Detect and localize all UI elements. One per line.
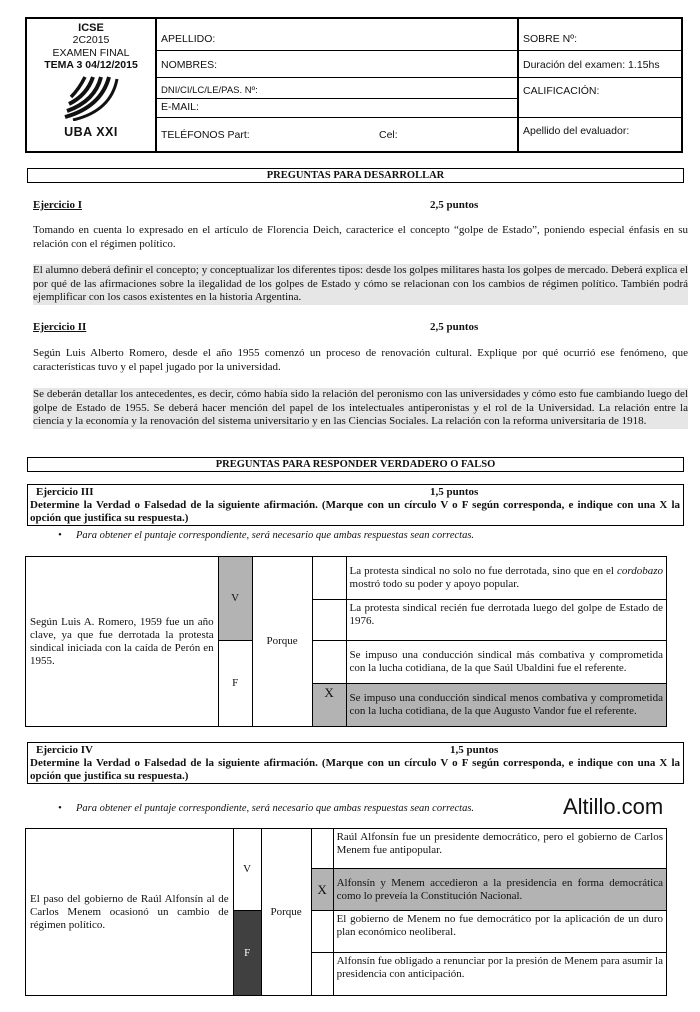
exercise-3-option-1-text-c: mostró todo su poder y apoyo popular.: [349, 578, 520, 590]
exercise-1-answer: El alumno deberá definir el concepto; y conceptualizar los diferentes tipos: desde los golpes militares hasta los golpes de mercado. Deberá explica el por qué de las afirmaciones sobre la ilegalidad de los golpes de Estado y cómo se relacionan con los cambios de régimen político. También podrá ejemplificar con los casos existentes en la historia Argentina.: [33, 264, 688, 303]
exercise-2-title: Ejercicio II: [33, 321, 87, 333]
exercise-4-option-2[interactable]: Alfonsín y Menem accedieron a la presidencia en forma democrática como lo preveía la Constitución Nacional.: [333, 869, 666, 911]
exercise-1-points: 2,5 puntos: [430, 199, 479, 211]
cel-field[interactable]: Cel:: [379, 129, 398, 141]
exercise-4-option-1[interactable]: Raúl Alfonsín fue un presidente democrático, pero el gobierno de Carlos Menem fue antipopular.: [333, 829, 666, 869]
exam-header: [25, 17, 683, 153]
logo-exam: EXAMEN FINAL: [52, 47, 130, 59]
exercise-1-title: Ejercicio I: [33, 199, 82, 211]
exercise-3-true-cell[interactable]: [218, 557, 252, 641]
exercise-4-false-label: F: [244, 946, 251, 959]
exercise-3-note: Para obtener el puntaje correspondiente, será necesario que ambas respuestas sean correctas.: [76, 530, 475, 541]
exercise-4-header: [27, 742, 684, 784]
exercise-4-bullet: •: [58, 803, 62, 814]
telefonos-field[interactable]: TELÉFONOS Part:: [161, 129, 250, 141]
exercise-4-false-cell[interactable]: [233, 911, 261, 996]
logo-box: [27, 19, 157, 151]
nombres-field[interactable]: NOMBRES:: [161, 59, 218, 71]
exercise-4-mark-cell-4[interactable]: [311, 953, 333, 996]
exercise-3-mark-cell-1[interactable]: [312, 557, 346, 600]
student-fields: [157, 19, 519, 151]
logo-tema: TEMA 3 04/12/2015: [44, 59, 138, 71]
exercise-2-answer: Se deberán detallar los antecedentes, es decir, cómo había sido la relación del peronismo con las universidades y cómo esto fue cambiando luego del golpe de Estado de 1955. Se deberá hacer mención del papel de los intelectuales antiperonistas y el rol de la Universidad. La relación entre la ciencia y la economía y la renovación del sistema universitario y en las Ciencias Sociales. La relación con la reforma universitaria de 1918.: [33, 388, 688, 427]
exercise-3-option-1[interactable]: [346, 557, 666, 600]
exercise-4-mark-cell-1[interactable]: [311, 829, 333, 869]
duracion-field: Duración del examen: 1.15hs: [523, 59, 660, 71]
exercise-4-points: 1,5 puntos: [450, 744, 499, 756]
exercise-3-porque: Porque: [252, 557, 312, 727]
exercise-3-option-1-text-a: La protesta sindical no solo no fue derrotada, sino que en el: [349, 565, 617, 577]
exercise-4-porque: Porque: [261, 829, 311, 996]
exercise-4-true-cell[interactable]: [233, 829, 261, 911]
exercise-3-header: [27, 484, 684, 526]
exercise-3-false-cell[interactable]: [218, 641, 252, 727]
exercise-2-question: Según Luis Alberto Romero, desde el año 1955 comenzó un proceso de renovación cultural. Explique por qué ocurrió ese fenómeno, que características tuvo y el papel jugado por la universidad.: [33, 347, 688, 373]
exercise-3-mark-cell-2[interactable]: [312, 600, 346, 641]
exercise-3-instruction: Determine la Verdad o Falsedad de la siguiente afirmación. (Marque con un círculo V o F según corresponda, e indique con una X la opción que justifica su respuesta.): [30, 499, 680, 524]
logo-title: ICSE: [78, 22, 104, 34]
exercise-3-option-3[interactable]: Se impuso una conducción sindical más combativa y comprometida con la lucha cotidiana, de la que Saúl Ubaldini fue el referente.: [346, 641, 666, 684]
exercise-4-mark-x[interactable]: X: [311, 869, 333, 911]
exercise-3-mark-cell-3[interactable]: [312, 641, 346, 684]
exercise-4-option-4[interactable]: Alfonsín fue obligado a renunciar por la presión de Menem para asumir la presidencia con anticipación.: [333, 953, 666, 996]
email-field[interactable]: E-MAIL:: [161, 101, 199, 113]
dni-field[interactable]: DNI/CI/LC/LE/PAS. Nº:: [161, 85, 258, 96]
uba-logo-icon: [61, 73, 121, 121]
exercise-3-option-1-text-b: cordobazo: [616, 565, 663, 577]
exercise-1-question: Tomando en cuenta lo expresado en el artículo de Florencia Deich, caracterice el concepto “golpe de Estado”, poniendo especial énfasis en su relación con el régimen político.: [33, 224, 688, 250]
exercise-3-bullet: •: [58, 530, 62, 541]
logo-term: 2C2015: [72, 34, 110, 46]
evaluador-field[interactable]: Apellido del evaluador:: [523, 125, 630, 137]
exercise-4-statement: El paso del gobierno de Raúl Alfonsín al de Carlos Menem ocasionó un cambio de régimen político.: [26, 829, 234, 996]
grading-fields: [519, 19, 681, 151]
exercise-4-note: Para obtener el puntaje correspondiente, será necesario que ambas respuestas sean correctas.: [76, 803, 475, 814]
exercise-3-mark-x[interactable]: X: [312, 684, 346, 727]
apellido-field[interactable]: APELLIDO:: [161, 33, 216, 45]
exercise-3-true-label: V: [231, 592, 240, 604]
exercise-3-statement: Según Luis A. Romero, 1959 fue un año clave, ya que fue derrotada la protesta sindical iniciada con la caída de Perón en 1955.: [26, 557, 219, 727]
calificacion-field[interactable]: CALIFICACIÓN:: [523, 85, 600, 97]
exercise-3-table: [25, 556, 667, 727]
exercise-4-table: [25, 828, 667, 996]
sobre-field[interactable]: SOBRE Nº:: [523, 33, 578, 45]
exercise-3-option-2[interactable]: La protesta sindical recién fue derrotada luego del golpe de Estado de 1976.: [346, 600, 666, 641]
exercise-3-points: 1,5 puntos: [430, 486, 479, 498]
exercise-4-true-label: V: [243, 863, 252, 875]
exercise-4-instruction: Determine la Verdad o Falsedad de la siguiente afirmación. (Marque con un círculo V o F según corresponda, e indique con una X la opción que justifica su respuesta.): [30, 757, 680, 782]
exercise-3-option-4[interactable]: Se impuso una conducción sindical menos combativa y comprometida con la lucha cotidiana, de la que Augusto Vandor fue el referente.: [346, 684, 666, 727]
logo-brand: UBA XXI: [64, 125, 118, 139]
exercise-2-points: 2,5 puntos: [430, 321, 479, 333]
exercise-4-option-3[interactable]: El gobierno de Menem no fue democrático por la aplicación de un duro plan económico neoliberal.: [333, 911, 666, 953]
exercise-3-title: Ejercicio III: [36, 486, 94, 498]
watermark-text: Altillo.com: [563, 794, 664, 819]
exercise-4-mark-cell-3[interactable]: [311, 911, 333, 953]
section-title-vf: PREGUNTAS PARA RESPONDER VERDADERO O FALSO: [27, 457, 684, 472]
exercise-3-false-label: F: [232, 677, 239, 689]
section-title-desarrollar: PREGUNTAS PARA DESARROLLAR: [27, 168, 684, 183]
exercise-4-title: Ejercicio IV: [36, 744, 93, 756]
